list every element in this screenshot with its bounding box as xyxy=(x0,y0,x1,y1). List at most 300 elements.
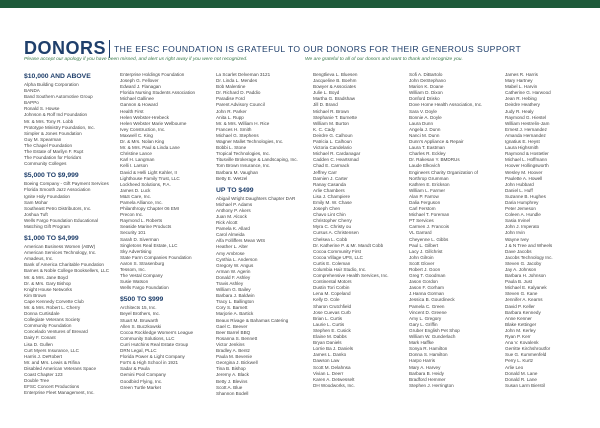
donor-name: Dustin Tori Corbin xyxy=(313,285,350,291)
donor-name: Jean R. Hebing xyxy=(505,96,537,102)
donor-name: Daria Humphrey xyxy=(505,199,539,205)
donor-name: Kelly D. Cole xyxy=(313,297,340,303)
donor-name: Continental Motors xyxy=(313,279,352,285)
donor-name: Gannon & Howard xyxy=(120,102,158,108)
donor-name: Concelado Ventures of Brevard xyxy=(24,329,88,335)
donor-name: Mr. & Mrs. William H. Rice xyxy=(216,120,270,126)
donor-name: Christopher Cherry xyxy=(313,218,352,224)
donor-name: Marion K. Doane xyxy=(409,84,444,90)
page-subtitle: THE EFSC FOUNDATION IS GRATEFUL TO OUR DONORS FOR THEIR GENEROUS SUPPORT xyxy=(114,43,522,54)
donor-name: Damien J. Carter xyxy=(313,175,348,181)
donor-name: Pamela K. Allard xyxy=(216,226,250,232)
donor-name: Carmen J. Francois xyxy=(409,224,450,230)
donor-name: Victoria Candelario xyxy=(313,145,352,151)
donor-name: James L. Danko xyxy=(313,352,347,358)
donor-name: M&S Care, Inc. xyxy=(120,193,152,199)
donor-name: Joseph Chen xyxy=(313,206,341,212)
donor-name: Bob Malentine xyxy=(216,84,246,90)
donor-name: Jennifer A. Kearns xyxy=(505,297,543,303)
donor-name: American Services Technology, Inc. xyxy=(24,250,97,256)
donor-name: Suzanne B. Hughes xyxy=(505,193,546,199)
donor-name: Abigail Wright Daughters Chapter DAR xyxy=(216,195,296,201)
donor-name: Barbara H. Johnson xyxy=(505,273,546,279)
donor-name: BANDA xyxy=(24,88,40,94)
donor-name: State Farm Companies Foundation xyxy=(120,254,192,260)
donor-name: J.Hanna Gorman xyxy=(409,291,444,297)
donor-name: Jeremy A. Black xyxy=(216,372,249,378)
donor-name: Barnes & Noble College Booksellers, LLC xyxy=(24,268,110,274)
donor-name: Dr. & Mrs. Gary Bishop xyxy=(24,280,71,286)
donor-name: Paula M. Bevenie xyxy=(216,354,253,360)
apology-note: Please accept our apology if you have been missed, and alert us right away if you were not recognized. xyxy=(24,57,248,62)
donor-name: Travis Ashley xyxy=(216,281,244,286)
donor-name: Bradford Hemmer xyxy=(409,376,446,382)
donor-name: Florida Nursing Students Association xyxy=(120,90,196,96)
donor-name: Gregory W. Angus xyxy=(216,262,254,268)
donor-name: Wagner Mallet Technologies, Inc. xyxy=(216,139,284,145)
donor-name: Northrop Grumman xyxy=(409,175,449,181)
donor-name: Sadar & Paula xyxy=(120,366,150,372)
donor-name: Amanda Hernandez xyxy=(505,132,546,138)
donor-name: Cory S. Barnett xyxy=(216,305,248,311)
donor-name: Simpler & Jones Foundation xyxy=(24,130,82,136)
donor-name: John R. Parker xyxy=(216,108,247,114)
donor-name: Southeast Petro Distributors, Inc. xyxy=(24,205,92,211)
donor-name: Cocoa Village UPS, LLC xyxy=(313,254,363,260)
donor-name: Ana V. Kovalenk xyxy=(505,340,539,346)
donor-name: Donna S. Hamilton xyxy=(409,352,448,358)
donor-name: William D. Dixon xyxy=(409,90,443,96)
donor-name: Parent Advisory Council xyxy=(216,102,265,108)
donor-name: Wayne Ivey xyxy=(505,236,529,242)
donor-name: Lacy J. Gillchrist xyxy=(409,248,443,254)
donor-name: James R. Harris xyxy=(505,72,538,77)
donor-name: Cheyenne L. Gibbs xyxy=(409,236,449,242)
donor-name: Enterprise Fleet Management, Inc. xyxy=(24,390,95,396)
donor-name: Sofi A. DiBartolo xyxy=(409,72,443,77)
donor-name: Michael G. Stephens xyxy=(216,132,259,138)
donor-name: Mr. & Mrs. Paul & Linda Lane xyxy=(120,145,180,151)
donor-name: J & N Tree and Wheels xyxy=(505,242,553,248)
donor-name: Mark Haffke xyxy=(409,340,434,346)
donor-name: Dawson Law xyxy=(313,358,340,364)
donor-name: Sue G. Kummenfeld xyxy=(505,352,547,358)
donor-name: Helen Webster-Hrebeck xyxy=(120,114,169,120)
donor-name: Sonya R. Hamilton xyxy=(409,346,448,352)
donor-name: Stephanie T. Burnette xyxy=(313,114,358,120)
top-banner-stripe xyxy=(0,0,600,8)
donor-name: Susan Larm Bierstil xyxy=(505,382,545,388)
donor-name: Curtis E. Coleman xyxy=(313,260,351,266)
donor-name: Collegiate Veterans Society xyxy=(24,317,81,323)
donor-name: John Irvin xyxy=(505,230,525,236)
donor-name: Boeing Company - Gift Payment Services xyxy=(24,181,109,187)
donor-name: Mary Hartney xyxy=(505,78,533,84)
donor-name: La Scarlet Delveman 3121 xyxy=(216,72,271,77)
donor-name: Jessica B. Gourdineck xyxy=(409,297,455,303)
donor-name: Laurie L. Curtis xyxy=(313,321,345,327)
page-header xyxy=(24,38,521,59)
donor-name: VL Garrard xyxy=(409,230,432,236)
donor-name: Prototype Ministry Foundation, Inc. xyxy=(24,124,95,130)
donor-name: Bowyer & Associates xyxy=(313,84,356,90)
donor-name: John M. Kerley xyxy=(505,327,536,333)
donor-name: Heather L. Alter xyxy=(216,244,248,250)
donor-name: Laude Elkovich xyxy=(409,163,441,169)
donor-name: Catherine G. Harwood xyxy=(505,90,551,96)
donor-name: Sam Mohar xyxy=(24,199,48,205)
donor-name: Cocoa Community First xyxy=(313,248,361,254)
donor-name: John J. Imperato xyxy=(505,224,540,230)
donor-name: Matching Gift Program xyxy=(24,223,70,229)
donor-name: Angela J. Dunn xyxy=(409,126,441,132)
donor-name: Singletons Real Estate, LLC xyxy=(120,242,178,248)
donor-name: Ernest J. Hernandez xyxy=(505,126,547,132)
donor-name: Dave Jacobs xyxy=(505,248,532,254)
donor-name: Paradise Ford xyxy=(216,96,245,102)
donor-name: Rick Alcott xyxy=(216,220,238,226)
donor-name: Stephen E. Cusick xyxy=(313,327,351,333)
donor-name: Laura Dunn xyxy=(409,120,434,126)
donor-name: Dr. Rakesan Y. BMDRUs xyxy=(409,157,460,163)
donor-name: Nanci M. Dunn xyxy=(409,132,440,138)
donor-name: Titusville Brokerage & Landscaping, Inc. xyxy=(216,157,298,163)
donor-name: Aaron S. Strasenburg xyxy=(120,260,165,266)
donor-name: Juan M. Alcock xyxy=(216,213,247,219)
donor-name: Dalia Ferguson xyxy=(409,199,441,205)
donor-column-4 xyxy=(313,72,409,389)
donor-name: Anita L. Rupp xyxy=(216,114,244,120)
donor-name: Amy Ambrose xyxy=(216,250,245,256)
donor-name: Dr. & Mrs. Nolan King xyxy=(120,139,165,145)
donor-name: Patricia L. Calhoun xyxy=(313,139,352,145)
donor-name: The Estate of Marilyn F. Rupt xyxy=(24,149,84,155)
donor-name: Community Foundation xyxy=(24,323,72,329)
donor-name: Ryan P. Kerr xyxy=(505,334,531,340)
donor-name: Guy M. Spearman xyxy=(24,136,62,142)
donor-name: Chavo Lint Chin xyxy=(313,212,346,218)
donor-name: Dove Home Health Association, Inc. xyxy=(409,102,483,108)
donor-name: Karl H. Langman xyxy=(120,157,155,163)
donor-name: Dr. Linda L. Mendes xyxy=(216,78,258,84)
donor-name: Vincent D. Greene xyxy=(409,309,447,315)
donor-tier-heading: UP TO $499 xyxy=(216,186,254,194)
donor-name: Ignatius E. Heyst xyxy=(505,139,540,145)
donor-name: Arlie Leo xyxy=(505,364,524,370)
donor-name: Bobbi L. Stone xyxy=(216,145,247,151)
donor-name: Green Turtle Market xyxy=(120,384,161,390)
donor-name: Fort's & High School in 1921 xyxy=(120,360,179,366)
donor-name: Curt Myers Insurance, LLC xyxy=(24,347,79,353)
donor-name: Martha G. Bradshaw xyxy=(313,96,356,102)
donor-name: K. C. Cady xyxy=(313,126,336,132)
donor-name: BAPPo xyxy=(24,100,39,106)
donor-name: Tom Brown Insurance, Inc. xyxy=(216,163,271,169)
donor-tier-heading: $500 TO $999 xyxy=(120,296,164,304)
donor-name: Harpo Harris xyxy=(409,358,436,364)
donor-name: Disabled American Veterans Space xyxy=(24,365,97,371)
donor-name: The Foundation for Florida's xyxy=(24,155,82,161)
donor-name: Sky Advertising xyxy=(120,248,152,254)
donor-name: Philanthropy Chapter 06 EMI xyxy=(120,206,179,212)
donor-name: American Business Women (ABW) xyxy=(24,244,96,250)
donor-name: Deirdre G. Calhoun xyxy=(313,132,353,138)
donor-name: Donald R. Lane xyxy=(505,376,537,382)
donor-name: Michael R. Cardanagar xyxy=(313,151,361,157)
donor-name: William G. Bailey xyxy=(216,287,251,293)
page-title: DONORS xyxy=(24,38,107,58)
donor-name: Ivey Construction, Inc. xyxy=(120,126,166,132)
donor-name: Lorrie Ba J. Daniels xyxy=(313,346,354,352)
donor-name: Beaux Rivage & Bahamas Catering xyxy=(216,317,289,323)
donor-name: Tropical Technologies, Inc. xyxy=(216,151,271,157)
donor-name: Goodbird Flying, Inc. xyxy=(120,378,163,384)
donor-name: Lena M. Copeland xyxy=(313,291,351,297)
donor-name: Carl Ferstom xyxy=(409,206,436,212)
donor-tier-heading: $1,000 TO $4,999 xyxy=(24,235,79,243)
donor-name: John Hubbard xyxy=(505,181,534,187)
donor-name: James D. Luck xyxy=(120,187,151,193)
donor-name: Community Solutions, LLC xyxy=(120,335,175,341)
donor-name: Scott A. Blue xyxy=(216,384,243,390)
donor-name: Anthony P. Akers xyxy=(216,207,251,213)
donor-name: Peter Jemeson xyxy=(505,206,536,212)
donor-name: Engineers Charity Organization of xyxy=(409,169,478,175)
donor-name: Dr. Katherine P. & Mr. Mandt Cobb xyxy=(313,242,384,248)
donor-name: Hoover Hollingsworth xyxy=(505,163,549,169)
donor-name: Paula B. Just xyxy=(505,279,533,285)
donor-name: William W. Gunderlach xyxy=(409,334,456,340)
donor-name: Security 101 xyxy=(120,230,146,236)
donor-name: Michael L. Hoffmann xyxy=(505,157,548,163)
donor-name: Robert J. Goon xyxy=(409,267,441,272)
donor-name: Steven G. Kane xyxy=(505,291,538,297)
donor-name: Jason F. Gorham xyxy=(409,285,444,291)
donor-name: Daniel L. Huff xyxy=(505,187,533,193)
donor-name: Kelli I. Larson xyxy=(120,163,148,169)
donor-name: Amy L. Gregory xyxy=(409,315,442,321)
donor-name: Florida Power & Light Company xyxy=(120,354,185,360)
donor-name: Gemini Pool Company xyxy=(120,372,166,378)
donor-name: Band Southern Automotive Group xyxy=(24,94,93,100)
donor-name: Wells Fargo Foundation Educational xyxy=(24,217,98,223)
donor-name: Health First xyxy=(120,108,144,114)
donor-name: Paul L. Gilbert xyxy=(409,242,439,248)
donor-name: David P. Keller xyxy=(505,303,535,309)
donor-name: Sarah D. Siverman xyxy=(120,236,159,242)
donor-name: Edward J. Flanagan xyxy=(120,84,161,90)
donor-name: Pamela Alliance, Inc. xyxy=(120,199,163,205)
donor-name: Sasia Irvinel xyxy=(505,218,531,224)
donor-name: Sara V. Doyle xyxy=(409,108,437,114)
donor-name: DRN Legal, PLLC xyxy=(120,348,157,354)
donor-name: Donald F. Ashley xyxy=(216,274,251,280)
donor-column-6 xyxy=(505,72,600,389)
donor-name: Coast Chapter 123 xyxy=(24,372,63,378)
donor-name: Michael Gallinee xyxy=(120,96,154,102)
donor-name: Mabel L. Harvin xyxy=(505,84,538,90)
donor-name: Laura Highsmith xyxy=(505,145,539,151)
donor-name: Blake Kettinger xyxy=(505,321,537,327)
donor-name: Mr. & Mrs. Robert L. Cherry xyxy=(24,305,81,310)
donor-name: Cynthia L. Anderson xyxy=(216,256,258,262)
donor-name: EFSC Concert Productions xyxy=(24,384,80,390)
donor-name: Johnson & Rolf Ind Foundation xyxy=(24,112,88,118)
donor-name: Mr. & Mrs. Jane Boyd xyxy=(24,274,68,280)
donor-name: Julie L. Boyd xyxy=(313,90,340,96)
donor-name: Wells Fargo Foundation xyxy=(120,285,169,291)
donor-name: Jill D. Brand xyxy=(313,102,338,108)
donor-name: Stephen J. Herrington xyxy=(409,382,454,388)
donor-name: Alpha Building Corporation xyxy=(24,82,79,87)
donor-name: Betty E. Wetzel xyxy=(216,175,248,181)
donor-name: Seaside Marine Products xyxy=(120,224,172,230)
donor-name: Bengtlieva L. Bluesen xyxy=(313,72,358,77)
donor-name: Michael T. Foreman xyxy=(409,212,450,218)
donor-name: Deirdre Heathery xyxy=(505,102,540,108)
donor-name: Myra C. Christy ou xyxy=(313,224,352,230)
donor-name: Allen S. Buczkowski xyxy=(120,323,162,329)
donor-name: Jose Cuevas Curb xyxy=(313,309,351,315)
donor-name: Victor Jenkins xyxy=(216,341,245,347)
donor-column-1 xyxy=(24,72,120,396)
donor-name: Gary L. Griffin xyxy=(409,321,438,327)
donor-name: Judy R. Healy xyxy=(505,108,534,114)
donor-name: Mr. & Mrs. Tony R. Lobb xyxy=(24,118,74,124)
donor-name: Sharon Crutchfield xyxy=(313,303,352,309)
donor-name: David & Helli Light Kahler, II xyxy=(120,169,177,175)
donor-name: Tina B. Bishop xyxy=(216,366,246,372)
donor-name: Jacobs Technology Inc. xyxy=(505,254,553,260)
donor-name: Tessom, Inc. xyxy=(120,267,146,272)
donor-name: Tracy L. Ballington xyxy=(216,299,254,305)
donor-name: Dairy F. Conant xyxy=(24,335,56,341)
donor-name: Michael R. Brown xyxy=(313,108,349,114)
donor-name: Pamela C. Green xyxy=(409,303,445,309)
donor-name: Jason Gordon xyxy=(409,279,438,285)
donor-name: Frances H. Smith xyxy=(216,126,252,132)
donor-name: Joseph G. Fellover xyxy=(120,78,159,84)
donor-name: The Chapel Foundation xyxy=(24,142,73,148)
donor-name: Dunn's Appliance & Repair xyxy=(409,139,464,145)
donor-name: Joshua Tuft xyxy=(24,211,48,217)
donor-tier-heading: $10,000 AND ABOVE xyxy=(24,73,91,80)
donor-name: Barbara B. Heidy xyxy=(409,370,444,376)
donor-name: Dr. Richard D. Paddio xyxy=(216,90,261,96)
donor-name: Alan P. Farrow xyxy=(409,193,439,199)
donor-tier-heading: $5,000 TO $9,999 xyxy=(24,172,79,180)
donor-name: Cape Kennedy Corvette Club xyxy=(24,298,84,304)
donor-name: Mary A. Harvey xyxy=(409,364,441,370)
donor-name: Gael C. Beever xyxy=(216,323,248,329)
donor-name: Betty J. Blevins xyxy=(216,378,248,384)
donor-name: Arman W. Agerin xyxy=(216,268,251,274)
donor-name: Ronald S. Howse xyxy=(24,106,60,112)
donor-name: Ignite Holy Foundation xyxy=(24,193,70,199)
donor-name: Architects 15, Inc. xyxy=(120,305,157,311)
donor-name: Carol Almeida xyxy=(216,232,245,238)
donor-name: Gerritte Kirchshroutfor xyxy=(505,346,551,352)
donor-name: Scott Glover xyxy=(409,260,435,266)
donor-name: Ranay Casanda xyxy=(313,181,346,187)
donor-name: Bradley A. Bentz xyxy=(216,348,250,354)
donor-name: Arlie Chambers xyxy=(313,187,345,193)
donor-name: Lighthouse Family Trust, LLC xyxy=(120,175,180,181)
donor-name: Jacqueline B. Boehm xyxy=(313,78,357,84)
donor-name: Raymond G. Hiestel xyxy=(505,114,547,120)
donor-name: Emily M. W. Chase xyxy=(313,199,352,205)
donor-name: The Vestal Company xyxy=(120,273,163,279)
title-divider xyxy=(109,40,110,58)
donor-name: Lockheed Solutions, P.A. xyxy=(120,181,171,187)
donor-name: Elaine M. Dabbs xyxy=(313,334,347,340)
donor-name: Barbara M. Vaughan xyxy=(216,169,259,175)
donor-name: Laura T. Eastman xyxy=(409,145,445,151)
donor-name: Barbara Kennedy xyxy=(505,309,541,315)
donor-name: Steven G. Jacoby xyxy=(505,260,542,266)
donor-name: Barbara J. Baldwin xyxy=(216,293,255,299)
donor-name: Beyel Brothers, Inc. xyxy=(120,311,161,317)
donor-name: Scott M. Delahnsa xyxy=(313,364,351,370)
donor-name: Lisa D. Gullen xyxy=(24,341,53,347)
donor-name: Michael P. Adams xyxy=(216,201,253,207)
donor-name: Curri Hutchins Real Estate Group xyxy=(120,341,189,347)
donor-name: Jay A. Johnson xyxy=(505,267,537,272)
donor-name: Cocoa Rockledge Women's League xyxy=(120,329,194,335)
donor-name: Enterprise Holdings Foundation xyxy=(120,72,185,77)
top-banner xyxy=(0,0,600,17)
donor-name: Cursus A. Christensen xyxy=(313,230,359,236)
donor-name: PT Services xyxy=(409,218,434,224)
donor-name: Amadeus, Inc. xyxy=(24,256,54,262)
donor-name: Double Tree xyxy=(24,378,50,384)
donor-name: Helen Webster Marie Welbourne xyxy=(120,120,187,126)
donor-name: Donna Curtisdale xyxy=(24,311,60,317)
donor-name: Chad E. Carmack xyxy=(313,163,350,169)
donor-name: William Hestrelin-Jam xyxy=(505,120,550,126)
donor-name: Wesley M. Hoover xyxy=(505,169,543,175)
donor-name: Raymond & Hostetler xyxy=(505,151,549,157)
donor-name: Susie Watson xyxy=(120,279,149,285)
donor-name: Christine Lance xyxy=(120,151,152,157)
donor-column-5 xyxy=(409,72,505,389)
donor-name: Cadden C. Heartsmad xyxy=(313,157,359,163)
donor-name: Michael E. Kalyanek xyxy=(505,285,547,291)
donor-name: Stuart M. Bruwarth xyxy=(120,317,159,323)
donor-name: Knight House Networks xyxy=(24,286,73,292)
donor-name: Kim Brown xyxy=(24,292,47,298)
donor-name: Precon Inc. xyxy=(120,212,144,218)
donor-name: Bank of America Charitable Foundation xyxy=(24,262,104,268)
donor-name: John DeStephano xyxy=(409,78,446,84)
donor-name: Chelsea L. Cobb xyxy=(313,236,348,242)
donor-name: Bonnie A. Doyle xyxy=(409,114,442,120)
donor-name: Vivian L. Deerr xyxy=(313,370,344,376)
donor-name: Lisa J. Champiere xyxy=(313,193,351,199)
donor-name: Community Colleges xyxy=(24,161,67,167)
donor-name: Comprehensive Health Services, Inc. xyxy=(313,273,389,279)
donor-name: DH Woodworks, Inc. xyxy=(313,382,355,388)
donor-name: Perry L. Kurtz xyxy=(505,358,534,364)
donor-name: Rosanna S. Bennett xyxy=(216,335,258,341)
donor-name: Paulette A. Howell xyxy=(505,175,543,181)
donor-name: Beer Barrel BBQ xyxy=(216,329,251,335)
donor-name: Karen A. Detwesselt xyxy=(313,376,355,382)
donor-name: Gruber English Pet Shop xyxy=(409,327,460,333)
donor-name: Georgina J. Bickwell xyxy=(216,360,258,366)
donor-name: Charles R. Eckley xyxy=(409,151,446,157)
donor-name: Florida Smooth Jazz Association xyxy=(24,187,91,193)
